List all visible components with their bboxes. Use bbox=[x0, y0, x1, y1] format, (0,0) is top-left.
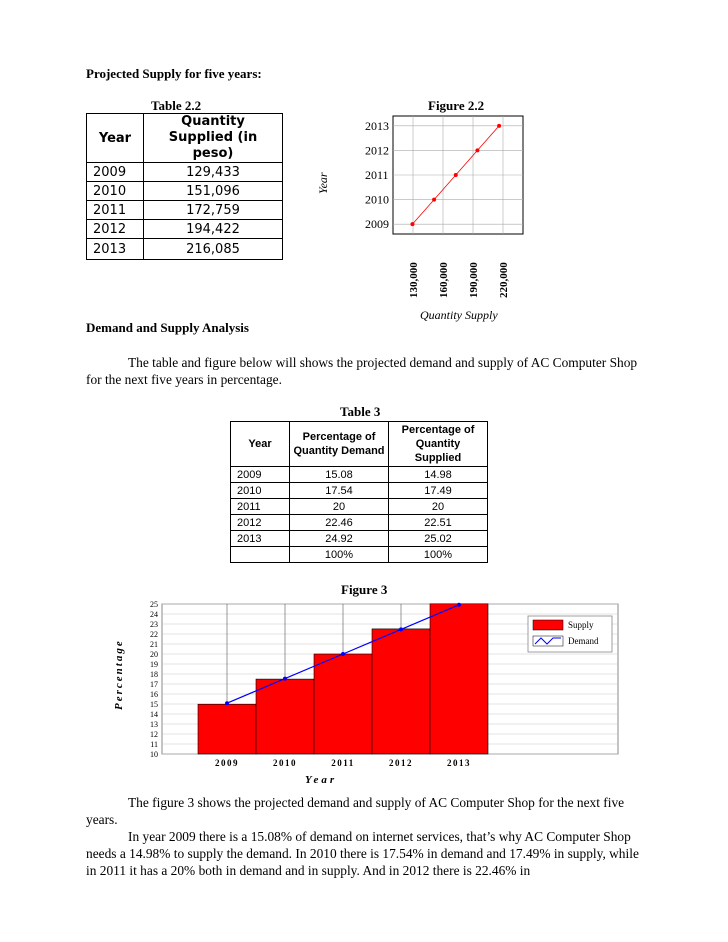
demand-point bbox=[225, 701, 229, 705]
x-tick-label: 2011 bbox=[331, 758, 355, 768]
y-tick-label: 14 bbox=[150, 710, 158, 719]
figure22-ylabel: Year bbox=[316, 172, 330, 194]
table-row bbox=[231, 499, 488, 515]
y-tick-label: 13 bbox=[150, 720, 158, 729]
y-tick-label: 2011 bbox=[365, 168, 389, 182]
table-row bbox=[87, 182, 283, 201]
analysis-heading: Demand and Supply Analysis bbox=[86, 320, 249, 335]
paragraph-1: The figure 3 shows the projected demand and supply of AC Computer Shop for the next five years. bbox=[86, 795, 625, 827]
supply-cell: 17.49 bbox=[389, 483, 488, 499]
year-cell bbox=[231, 547, 290, 563]
table22-header-qty: Quantity Supplied (in peso) bbox=[144, 114, 283, 163]
y-tick-label: 12 bbox=[150, 730, 158, 739]
y-tick-label: 17 bbox=[150, 680, 158, 689]
year-cell: 2013 bbox=[87, 239, 144, 260]
x-tick-label: 160,000 bbox=[438, 262, 450, 298]
x-tick-label: 2009 bbox=[215, 758, 239, 768]
supply-bar bbox=[198, 704, 256, 754]
qty-cell: 216,085 bbox=[144, 239, 283, 260]
paragraph-2: In year 2009 there is a 15.08% of demand on internet services, that’s why AC Computer Shop needs a 14.98% to supply the demand. In 2010 there is 17.54% in demand and 17.49% in supply, while in 2011 it has a 20% both in demand and in supply. And in 2012 there is 22.46% in bbox=[86, 829, 639, 878]
x-tick-label: 2012 bbox=[389, 758, 413, 768]
table3-header-demand: Percentage of Quantity Demand bbox=[290, 422, 389, 467]
table-row bbox=[231, 531, 488, 547]
supply-cell: 14.98 bbox=[389, 467, 488, 483]
y-tick-label: 10 bbox=[150, 750, 158, 759]
y-tick-label: 16 bbox=[150, 690, 158, 699]
year-cell: 2011 bbox=[87, 201, 144, 220]
y-tick-label: 25 bbox=[150, 600, 158, 609]
demand-point bbox=[341, 652, 345, 656]
year-cell: 2012 bbox=[87, 220, 144, 239]
year-cell: 2009 bbox=[87, 163, 144, 182]
y-tick-label: 24 bbox=[150, 610, 158, 619]
x-tick-label: 2010 bbox=[273, 758, 297, 768]
year-cell: 2010 bbox=[87, 182, 144, 201]
table-row bbox=[231, 515, 488, 531]
qty-cell: 151,096 bbox=[144, 182, 283, 201]
data-point bbox=[432, 198, 436, 202]
y-tick-label: 2009 bbox=[365, 217, 389, 232]
demand-point bbox=[457, 603, 461, 607]
y-tick-label: 23 bbox=[150, 620, 158, 629]
data-point bbox=[475, 148, 479, 152]
figure3-xlabel: Year bbox=[305, 774, 338, 786]
supply-bar bbox=[256, 679, 314, 754]
supply-bar bbox=[372, 629, 430, 754]
x-tick-label: 130,000 bbox=[408, 262, 420, 298]
figure3-caption: Figure 3 bbox=[341, 582, 388, 597]
y-tick-label: 2012 bbox=[365, 143, 389, 158]
y-tick-label: 11 bbox=[150, 740, 158, 749]
table22 bbox=[86, 113, 283, 260]
figure22-xlabel: Quantity Supply bbox=[420, 308, 498, 322]
supply-bar bbox=[430, 604, 488, 754]
table3-header-supply: Percentage of Quantity Supplied bbox=[389, 422, 488, 467]
y-tick-label: 20 bbox=[150, 650, 158, 659]
demand-cell: 100% bbox=[290, 547, 389, 563]
legend-supply-swatch bbox=[533, 620, 563, 630]
year-cell: 2011 bbox=[231, 499, 290, 515]
demand-cell: 24.92 bbox=[290, 531, 389, 547]
table22-header-year: Year bbox=[87, 114, 144, 163]
x-tick-label: 2013 bbox=[447, 758, 471, 768]
data-point bbox=[497, 124, 501, 128]
table-total-row bbox=[231, 547, 488, 563]
demand-point bbox=[283, 677, 287, 681]
demand-cell: 17.54 bbox=[290, 483, 389, 499]
data-point bbox=[410, 222, 414, 226]
qty-cell: 172,759 bbox=[144, 201, 283, 220]
table-row bbox=[231, 483, 488, 499]
legend-demand-label: Demand bbox=[568, 636, 599, 646]
intro-paragraph: The table and figure below will shows the projected demand and supply of AC Computer Shop for the next five years in percentage. bbox=[86, 355, 638, 387]
y-tick-label: 18 bbox=[150, 670, 158, 679]
supply-cell: 25.02 bbox=[389, 531, 488, 547]
figure3-ylabel: Percentage bbox=[113, 639, 125, 710]
demand-cell: 22.46 bbox=[290, 515, 389, 531]
table-row bbox=[87, 239, 283, 260]
year-cell: 2009 bbox=[231, 467, 290, 483]
year-cell: 2013 bbox=[231, 531, 290, 547]
y-tick-label: 15 bbox=[150, 700, 158, 709]
supply-heading: Projected Supply for five years: bbox=[86, 66, 262, 81]
table22-caption: Table 2.2 bbox=[151, 98, 202, 113]
demand-cell: 20 bbox=[290, 499, 389, 515]
table-row bbox=[87, 163, 283, 182]
year-cell: 2012 bbox=[231, 515, 290, 531]
data-point bbox=[454, 173, 458, 177]
table-row bbox=[87, 201, 283, 220]
table-row bbox=[231, 467, 488, 483]
y-tick-label: 19 bbox=[150, 660, 158, 669]
qty-cell: 194,422 bbox=[144, 220, 283, 239]
y-tick-label: 2013 bbox=[365, 118, 389, 133]
y-tick-label: 22 bbox=[150, 630, 158, 639]
legend-supply-label: Supply bbox=[568, 620, 594, 630]
supply-cell: 20 bbox=[389, 499, 488, 515]
y-tick-label: 2010 bbox=[365, 192, 389, 207]
table3-caption: Table 3 bbox=[340, 404, 381, 419]
table3-header-year: Year bbox=[231, 422, 290, 467]
supply-bar bbox=[314, 654, 372, 754]
demand-cell: 15.08 bbox=[290, 467, 389, 483]
table-row bbox=[87, 220, 283, 239]
y-tick-label: 21 bbox=[150, 640, 158, 649]
qty-cell: 129,433 bbox=[144, 163, 283, 182]
year-cell: 2010 bbox=[231, 483, 290, 499]
figure3-chart bbox=[100, 600, 630, 790]
supply-cell: 100% bbox=[389, 547, 488, 563]
figure22-caption: Figure 2.2 bbox=[428, 98, 485, 113]
demand-point bbox=[399, 627, 403, 631]
x-tick-label: 220,000 bbox=[498, 262, 510, 298]
table3 bbox=[230, 421, 488, 563]
x-tick-label: 190,000 bbox=[468, 262, 480, 298]
supply-cell: 22.51 bbox=[389, 515, 488, 531]
figure22-chart bbox=[300, 112, 560, 327]
